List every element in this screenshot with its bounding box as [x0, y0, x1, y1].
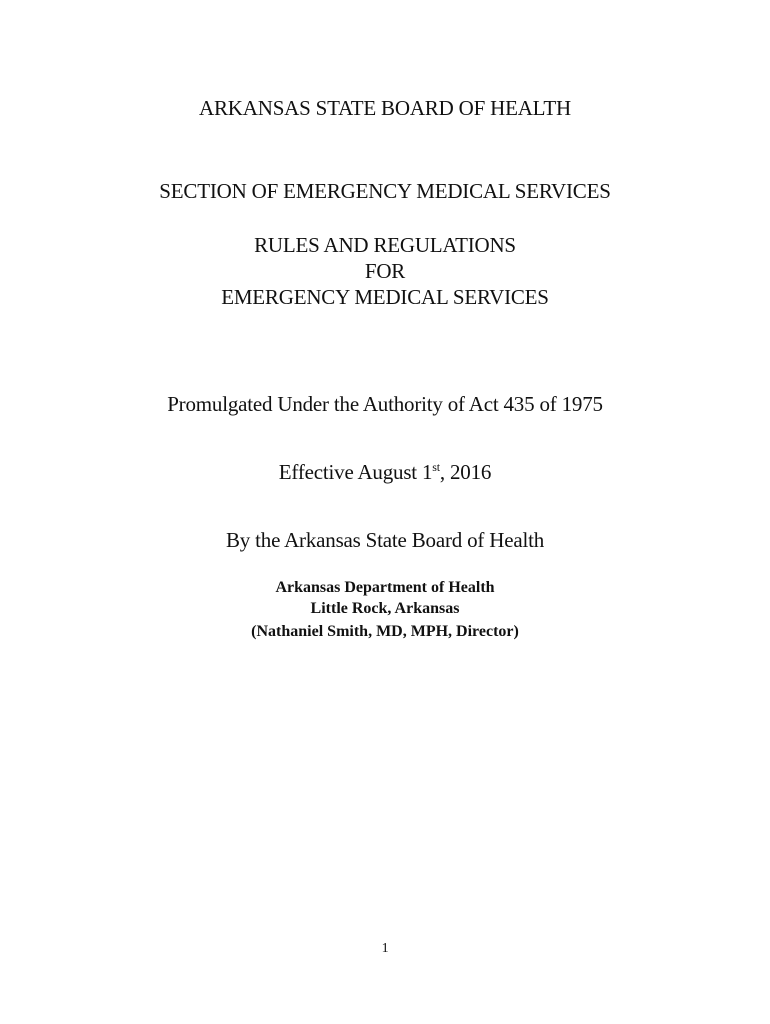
department-location: Little Rock, Arkansas — [310, 600, 460, 617]
rules-title-line-2: FOR — [364, 259, 406, 283]
effective-date-prefix: Effective August 1 — [278, 460, 433, 484]
by-line: By the Arkansas State Board of Health — [225, 528, 545, 552]
authority-statement: Promulgated Under the Authority of Act 435 of 1975 — [167, 392, 603, 416]
board-title: ARKANSAS STATE BOARD OF HEALTH — [199, 96, 571, 120]
rules-title-line-3: EMERGENCY MEDICAL SERVICES — [221, 285, 549, 309]
section-title: SECTION OF EMERGENCY MEDICAL SERVICES — [159, 179, 611, 203]
page-number: 1 — [381, 941, 389, 956]
rules-title-line-1: RULES AND REGULATIONS — [254, 233, 516, 257]
effective-date — [0, 459, 770, 485]
effective-date-ordinal: st — [432, 460, 440, 474]
department-name: Arkansas Department of Health — [275, 579, 495, 596]
department-director: (Nathaniel Smith, MD, MPH, Director) — [251, 623, 519, 640]
effective-date-suffix: , 2016 — [439, 460, 492, 484]
